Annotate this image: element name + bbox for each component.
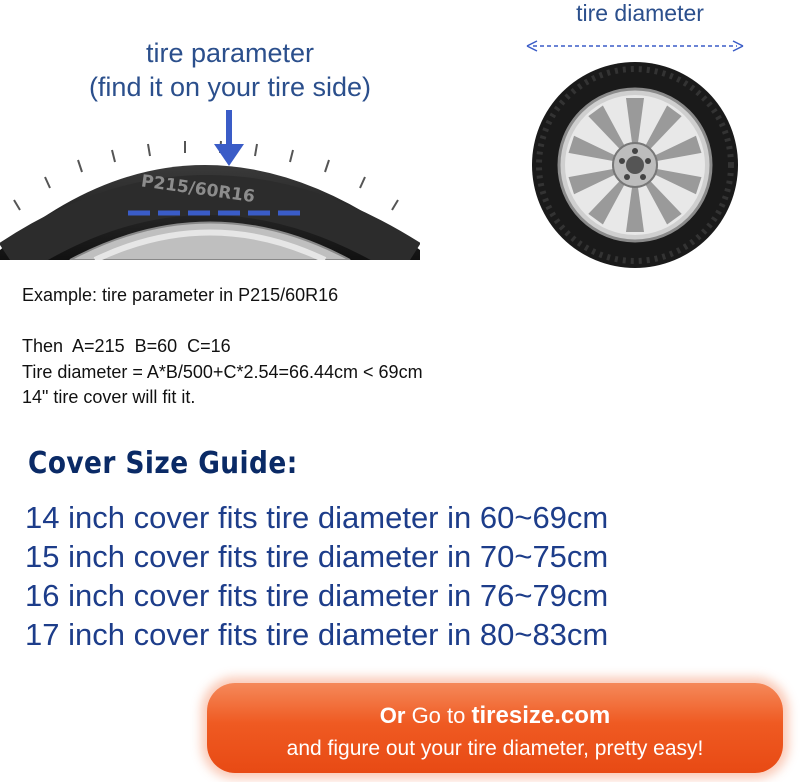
sidewall-code-text: P215/60R16 [139, 171, 257, 208]
size-guide-row: 17 inch cover fits tire diameter in 80~83cm [25, 617, 609, 652]
example-formula-line: Tire diameter = A*B/500+C*2.54=66.44cm < 69cm [22, 362, 423, 382]
example-result-line: 14" tire cover will fit it. [22, 387, 196, 407]
example-line: Example: tire parameter in P215/60R16 [22, 285, 339, 305]
tire-parameter-heading [40, 36, 420, 104]
size-guide-row: 14 inch cover fits tire diameter in 60~69cm [25, 500, 609, 535]
double-arrow-icon [525, 36, 745, 56]
banner-subline: and figure out your tire diameter, pretty easy! [286, 737, 704, 760]
tire-sidewall-illustration [0, 100, 420, 260]
cover-size-guide-title: Cover Size Guide: [28, 446, 298, 481]
tiresize-link[interactable]: tiresize.com [471, 702, 611, 729]
size-guide-row: 15 inch cover fits tire diameter in 70~75cm [25, 539, 609, 574]
pointer-arrow-icon [214, 110, 244, 166]
tire-diameter-label: tire diameter [576, 0, 704, 26]
size-guide-row: 16 inch cover fits tire diameter in 76~79cm [25, 578, 609, 613]
example-values-line: Then A=215 B=60 C=16 [22, 336, 231, 356]
banner-headline [207, 702, 783, 730]
banner-lead-word: Or [379, 703, 406, 728]
banner-go-to: Go to [405, 703, 472, 728]
tire-parameter-title: tire parameter [145, 38, 315, 68]
wheel-illustration [530, 60, 740, 270]
tire-parameter-hint: (find it on your tire side) [88, 72, 372, 102]
